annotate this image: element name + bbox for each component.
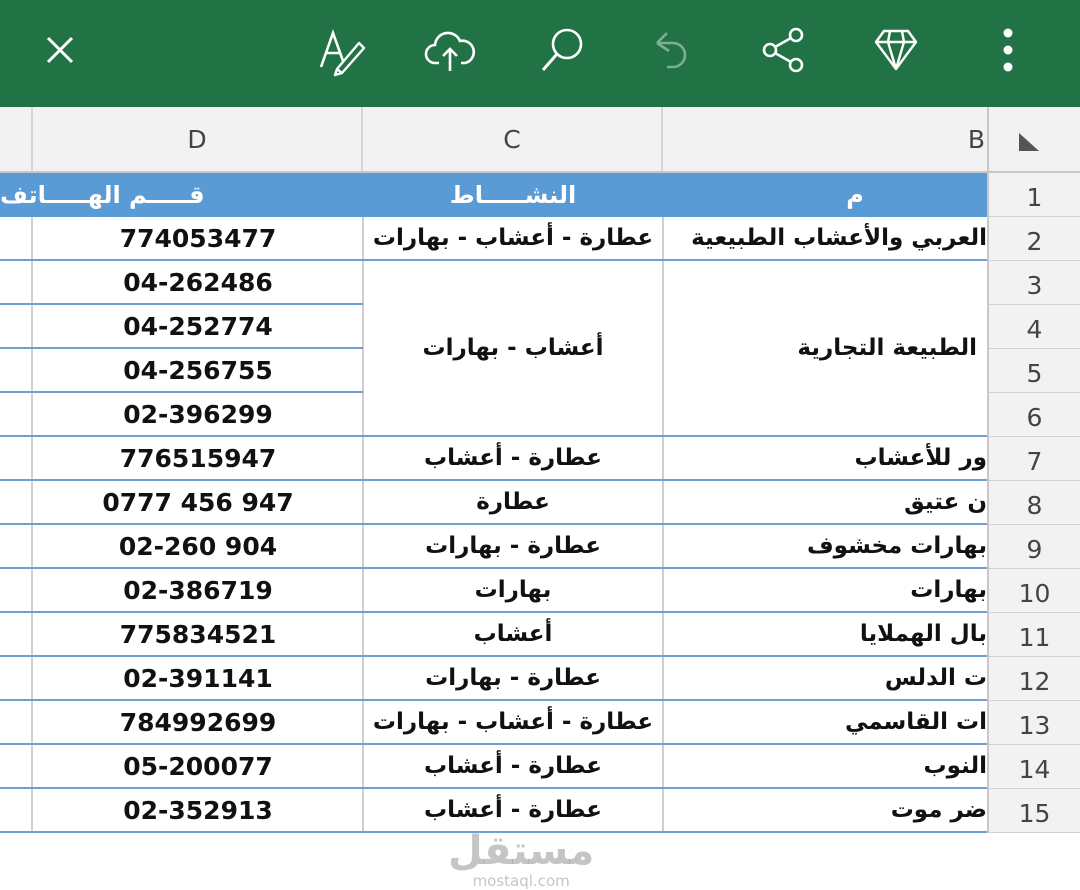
cell-text: 775834521: [119, 619, 277, 649]
row-header-1[interactable]: 1: [989, 173, 1080, 217]
cell-text: 04-262486: [123, 267, 273, 297]
cell-text: الطبيعة التجارية: [797, 335, 977, 361]
cell-text: عطارة - بهارات: [425, 665, 601, 691]
cell-phone-14[interactable]: [33, 745, 363, 789]
cell-name-13[interactable]: [663, 701, 987, 745]
cell-name-merged-3-6[interactable]: [663, 261, 987, 437]
watermark: [448, 829, 594, 889]
cloud-upload-icon: [423, 23, 477, 77]
watermark-site: mostaql.com: [472, 872, 570, 890]
cell-activity-15[interactable]: [363, 789, 663, 833]
cell-text: م: [846, 181, 864, 209]
spreadsheet-grid[interactable]: [0, 107, 1080, 890]
close-button[interactable]: [30, 20, 90, 80]
cell-text: 02-396299: [123, 399, 273, 429]
cell-phone-11[interactable]: [33, 613, 363, 657]
cell-e8[interactable]: [0, 481, 33, 525]
more-options-icon: [981, 23, 1035, 77]
row-header-15[interactable]: 15: [989, 789, 1080, 833]
row-header-6[interactable]: 6: [989, 393, 1080, 437]
cell-activity-11[interactable]: [363, 613, 663, 657]
save-to-cloud-button[interactable]: [420, 20, 480, 80]
watermark-logo: مستقل: [448, 828, 595, 874]
cell-phone-3[interactable]: [33, 261, 363, 305]
cell-e5[interactable]: [0, 349, 33, 393]
cell-name-11[interactable]: [663, 613, 987, 657]
cell-text: بهارات مخشوف: [806, 533, 987, 559]
cell-e15[interactable]: [0, 789, 33, 833]
cell-phone-13[interactable]: [33, 701, 363, 745]
cell-text: 05-200077: [123, 751, 273, 781]
cell-text: 02-391141: [123, 663, 273, 693]
cell-activity-10[interactable]: [363, 569, 663, 613]
cell-name-14[interactable]: [663, 745, 987, 789]
cell-text: 04-256755: [123, 355, 273, 385]
cell-text: ن عتيق: [904, 489, 987, 515]
cell-text: ات القاسمي: [844, 709, 987, 735]
draw-pen-icon: [313, 23, 367, 77]
share-button[interactable]: [753, 20, 813, 80]
row-header-7[interactable]: 7: [989, 437, 1080, 481]
column-headers: [0, 107, 1080, 173]
cell-activity-12[interactable]: [363, 657, 663, 701]
cell-text: 02-352913: [123, 795, 273, 825]
cell-activity-13[interactable]: [363, 701, 663, 745]
cell-text: النشـــــاط: [449, 181, 577, 209]
cell-text: 02-260 904: [118, 531, 278, 561]
cell-e10[interactable]: [0, 569, 33, 613]
cell-e14[interactable]: [0, 745, 33, 789]
row-header-2[interactable]: 2: [989, 217, 1080, 261]
column-header-c[interactable]: C: [363, 107, 663, 171]
cell-e7[interactable]: [0, 437, 33, 481]
cell-activity-7[interactable]: [363, 437, 663, 481]
cell-phone-5[interactable]: [33, 349, 363, 393]
cell-text: ضر موت: [890, 797, 987, 823]
more-options-button[interactable]: [978, 20, 1038, 80]
cell-text: 774053477: [119, 223, 277, 253]
cell-activity-2[interactable]: [363, 217, 663, 261]
search-button[interactable]: [532, 20, 592, 80]
cell-phone-9[interactable]: [33, 525, 363, 569]
cell-e12[interactable]: [0, 657, 33, 701]
cell-name-7[interactable]: [663, 437, 987, 481]
row-header-5[interactable]: 5: [989, 349, 1080, 393]
cell-e3[interactable]: [0, 261, 33, 305]
row-header-9[interactable]: 9: [989, 525, 1080, 569]
cell-text: قـــــم الهـــــاتف: [0, 181, 205, 209]
cell-text: 0777 456 947: [102, 487, 294, 517]
cell-e6[interactable]: [0, 393, 33, 437]
select-all-triangle-icon: [1017, 131, 1041, 153]
undo-icon: [643, 23, 697, 77]
cell-name-15[interactable]: [663, 789, 987, 833]
premium-diamond-icon: [869, 23, 923, 77]
row-header-4[interactable]: 4: [989, 305, 1080, 349]
row-headers: [987, 173, 1080, 833]
cell-phone-2[interactable]: [33, 217, 363, 261]
cell-text: العربي والأعشاب الطبيعية: [691, 225, 987, 251]
cell-text: 02-386719: [123, 575, 273, 605]
cell-e9[interactable]: [0, 525, 33, 569]
cell-name-12[interactable]: [663, 657, 987, 701]
cell-text: بال الهملايا: [859, 621, 987, 647]
cell-text: عطارة - أعشاب: [424, 797, 602, 823]
header-cell-activity[interactable]: [363, 173, 663, 217]
cell-activity-merged-3-6[interactable]: [363, 261, 663, 437]
undo-button[interactable]: [640, 20, 700, 80]
cell-name-8[interactable]: [663, 481, 987, 525]
column-header-b[interactable]: B: [967, 125, 985, 154]
cell-text: عطارة - أعشاب - بهارات: [372, 709, 654, 735]
row-header-11[interactable]: 11: [989, 613, 1080, 657]
cell-text: عطارة - بهارات: [425, 533, 601, 559]
cell-name-2[interactable]: [663, 217, 987, 261]
cell-phone-12[interactable]: [33, 657, 363, 701]
column-header-e[interactable]: [0, 107, 33, 171]
cell-e13[interactable]: [0, 701, 33, 745]
cell-e4[interactable]: [0, 305, 33, 349]
cell-e2[interactable]: [0, 217, 33, 261]
cell-text: بهارات: [474, 577, 552, 603]
column-header-d[interactable]: D: [33, 107, 363, 171]
cell-text: 04-252774: [123, 311, 273, 341]
row-header-14[interactable]: 14: [989, 745, 1080, 789]
cell-text: عطارة - أعشاب - بهارات: [372, 225, 654, 251]
cell-text: أعشاب - بهارات: [422, 335, 604, 361]
cell-text: عطارة: [476, 489, 550, 515]
cell-phone-8[interactable]: [33, 481, 363, 525]
premium-button[interactable]: [866, 20, 926, 80]
cell-text: ت الدلس: [884, 665, 987, 691]
share-icon: [756, 23, 810, 77]
app-toolbar: [0, 0, 1080, 107]
cell-phone-15[interactable]: [33, 789, 363, 833]
draw-button[interactable]: [310, 20, 370, 80]
cell-name-9[interactable]: [663, 525, 987, 569]
row-header-10[interactable]: 10: [989, 569, 1080, 613]
cell-text: 784992699: [119, 707, 277, 737]
cell-area[interactable]: [0, 173, 987, 833]
cell-text: النوب: [923, 753, 987, 779]
cell-e11[interactable]: [0, 613, 33, 657]
row-header-3[interactable]: 3: [989, 261, 1080, 305]
cell-text: 776515947: [119, 443, 277, 473]
row-header-8[interactable]: 8: [989, 481, 1080, 525]
cell-name-10[interactable]: [663, 569, 987, 613]
row-header-13[interactable]: 13: [989, 701, 1080, 745]
cell-phone-4[interactable]: [33, 305, 363, 349]
cell-text: ور للأعشاب: [854, 445, 987, 471]
cell-phone-10[interactable]: [33, 569, 363, 613]
cell-activity-9[interactable]: [363, 525, 663, 569]
cell-phone-7[interactable]: [33, 437, 363, 481]
header-cell-phone[interactable]: [0, 173, 363, 217]
cell-activity-8[interactable]: [363, 481, 663, 525]
close-icon: [33, 23, 87, 77]
select-all-corner[interactable]: [987, 107, 1080, 171]
cell-text: أعشاب: [473, 621, 553, 647]
cell-text: بهارات: [910, 577, 987, 603]
cell-text: عطارة - أعشاب: [424, 445, 602, 471]
header-cell-name[interactable]: [663, 173, 987, 217]
search-icon: [535, 23, 589, 77]
cell-phone-6[interactable]: [33, 393, 363, 437]
cell-text: عطارة - أعشاب: [424, 753, 602, 779]
cell-activity-14[interactable]: [363, 745, 663, 789]
row-header-12[interactable]: 12: [989, 657, 1080, 701]
